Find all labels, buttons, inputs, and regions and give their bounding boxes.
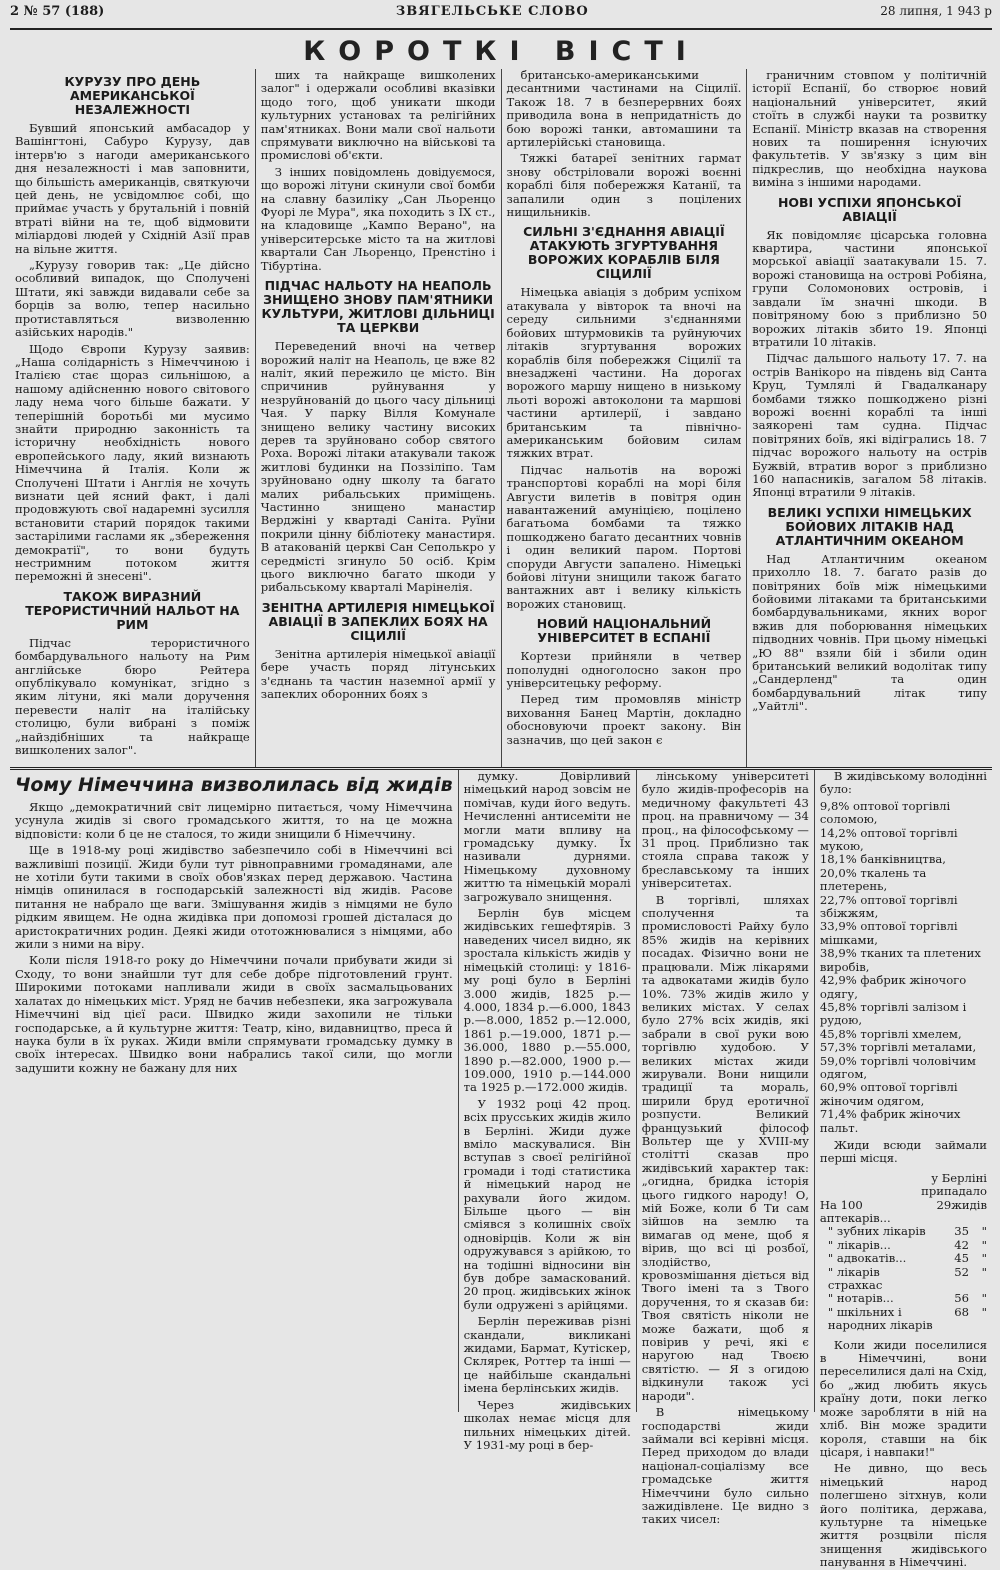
paragraph: Тяжкі батареї зенітних гармат знову обстріловали ворожі воєнні кораблі біля побережжя Катанії, та запалили один з поцілених нищильників. bbox=[506, 151, 742, 220]
paragraph: Жиди всюди займали перші місця. bbox=[819, 1137, 988, 1166]
row-value: 42 bbox=[954, 1237, 970, 1252]
row-ditto: " bbox=[981, 1304, 988, 1319]
paragraph: Над Атлантичним океаном прихолло 18. 7. багато разів до повітряних боїв між німецькими бойовими літаками та британськими бомбардувальниками, якних ворог вжив для поборювання німецьких підводних човнів. При цьому німецькі „Ю 88" взяли бій і збили один британський великий водолітак типу „Сандерленд" та один бомбардувальний літак типу „Уайтлі". bbox=[752, 551, 987, 714]
row-label: " зубних лікарів bbox=[827, 1224, 926, 1239]
paragraph: Кортези прийняли в четвер пополудні одноголосно закон про університецьку реформу. bbox=[506, 649, 742, 691]
table-row bbox=[820, 1292, 987, 1305]
table-row bbox=[820, 1306, 987, 1333]
paragraph: В торгівлі, шляхах сполучення та промисловості Райху було 85% жидів на керівних посадах. Фізично вони не працювали. Між лікарями та адвокатами жидів було 10%. 73% жидів жило у великих містах. У селах було 27% всіх жидів, які забрали в свої руки вою торгівлю худобою. У великих містах жиди жирували. Вони нищили традиції та мораль, ширили бруд еротичної розпусти. Великий французький філософ Вольтер ще у XVIII-му столітті сказав про жидівський характер так: „огидна, бридка історія цього гидкого народу! О, мій Боже, коли б Ти сам зійшов на землю та вимагав од мене, щоб я вірив, що всі ці розбої, злодійство, кровозмішання діється від Твого імені та з Твого доручення, то я сказав би: Твоя святість ніколи не може бажати, щоб я повірив у речі, які є наругою над Твоєю святістю. — Я з огидою відкинули також усі народи". bbox=[641, 892, 809, 1403]
row-value: 45 bbox=[954, 1251, 970, 1266]
paragraph: Через жидівських школах немає місця для пильних німецьких дітей. У 1931-му році в бер- bbox=[463, 1397, 631, 1452]
paragraph: З інших повідомлень довідуємося, що ворожі літуни скинули свої бомби на славну базиліку „Сан Льоренцо Фуорі ле Мура", яка походить з IX ст., на кладовище „Кампо Верано", на університерське місто та на житлові квартали Сан Льоренцо, Пренстіно і Тібуртіна. bbox=[260, 164, 496, 273]
list-item: 45,8% торгівлі хмелем, bbox=[819, 1026, 962, 1041]
list-item: 22,7% оптової торгівлі збіжжям, bbox=[819, 892, 958, 921]
paragraph: Берлін був місцем жидівських гешефтярів. З наведених чисел видно, як зростала кількість жидів у німецькій столиці: у 1816-му році було в Берліні 3.000 жидів, 1825 р.—4.000, 1834 р.—6.000, 1843 р.—8.000, 1852 р.—12.000, 1861 р.—19.000, 1871 р.—36.000, 1880 р.—55.000, 1890 р.—82.000, 1900 р.—109.000, 1910 р.—144.000 та 1925 р.—172.000 жидів. bbox=[463, 906, 631, 1095]
ownership-list bbox=[820, 800, 987, 1135]
news-column-4 bbox=[746, 69, 992, 767]
paragraph: Підчас терористичного бомбардувального нальоту на Рим англійське бюро Рейтера опублікувало комунікат, згідно з яким літуни, які мали доручення перевести наліт на італійську столицю, були вибрані з поміж „найздібніших та найкраще вишколених залог". bbox=[15, 635, 250, 758]
table-row bbox=[820, 1239, 987, 1252]
feature-article bbox=[10, 769, 992, 1570]
paragraph: лінському університеті було жидів-професорів на медичному факультеті 43 проц. на правничому — 34 проц., на філософському — 31 проц. Приблизно так стояла справа також у бреславському та інших університетах. bbox=[641, 769, 809, 891]
issue-number: 2 № 57 (188) bbox=[10, 4, 105, 19]
list-item: 71,4% фабрик жіночих пальт. bbox=[819, 1107, 961, 1135]
berlin-intro: у Берліні bbox=[931, 1170, 988, 1185]
row-value: 68 bbox=[954, 1304, 970, 1319]
berlin-table-header bbox=[820, 1172, 987, 1226]
paragraph: Зенітна артилерія німецької авіації бере участь поряд літунських з'єднань та частин наземної армії у запеклих оборонних боях з bbox=[260, 646, 496, 702]
headline: СИЛЬНІ З'ЄДНАННЯ АВІАЦІЇ АТАКУЮТЬ ЗГУРТУВАННЯ ВОРОЖИХ КОРАБЛІВ БІЛЯ СІЦИЛІЇ bbox=[523, 224, 725, 282]
paragraph: британсько-американськими десантними частинами на Сіцилії. Також 18. 7 в безперервних боях приводила вона в непридатність до бою ворожі танки, автомашини та артилерійські становища. bbox=[506, 68, 742, 150]
paragraph: У 1932 році 42 проц. всіх прусських жидів жило в Берліні. Жиди дуже вміло маскувалися. Він вступав з своєї релігійної громади і тоді статистика й німецький народ не рахували його жидом. Більше цього — він сміявся з колишніх своїх одновірців. Коли ж він одружувався з арійкою, то на тодішні відносини він був добре замаскований. 20 проц. жидівських жінок були одружені з арійцями. bbox=[463, 1096, 631, 1312]
berlin-first-row bbox=[820, 1199, 987, 1226]
paragraph: Як повідомляє цісарська головна квартира, частини японської морської авіації заатакували 15. 7. ворожі становища на острові Робіяна, групи Соломонових островів, і завдали їм значні шкоди. В повітряному бою з приблизно 50 ворожих літаків збито 19. Японці втратили 10 літаків. bbox=[752, 227, 987, 349]
issue-date: 28 липня, 1 943 р bbox=[880, 4, 992, 18]
masthead bbox=[10, 4, 992, 30]
row-ditto: " bbox=[981, 1264, 988, 1279]
row-ditto: " bbox=[981, 1224, 988, 1239]
row-label: На 100 аптекарів... bbox=[819, 1197, 891, 1225]
list-item: 9,8% оптової торгівлі соломою, bbox=[819, 798, 951, 827]
table-row bbox=[820, 1252, 987, 1265]
paragraph: Коли жиди поселилися в Німеччині, вони переселилися далі на Схід, бо „жид любить якусь країну доти, поки легко може заробляти в ній на хліб. Він може зрадити короля, ставши на бік цісаря, і навпаки!" bbox=[819, 1337, 988, 1459]
paragraph: В жидівському володінні було: bbox=[819, 769, 988, 797]
list-item: 59,0% торгівлі чоловічим одягом, bbox=[819, 1053, 976, 1081]
article-column-4 bbox=[814, 769, 992, 1570]
news-column-2 bbox=[255, 69, 501, 767]
article-column-1 bbox=[10, 770, 458, 1412]
paragraph: Берлін переживав різні скандали, викликані жидами, Бармат, Кутіскер, Склярек, Роттер та інші — це найбільше скандальні імена берлінських жидів. bbox=[463, 1314, 631, 1396]
row-label: " нотарів... bbox=[827, 1291, 894, 1306]
table-row bbox=[820, 1266, 987, 1293]
section-title: КОРОТКІ ВІСТІ bbox=[303, 36, 699, 67]
table-row bbox=[820, 1225, 987, 1238]
berlin-table bbox=[820, 1225, 987, 1332]
paragraph: Підчас дальшого нальоту 17. 7. на острів Ванікоро на південь від Санта Круц, Тумлялі й Гвадалканару бомбами тяжко пошкоджено різні ворожі воєнні кораблі та інші заякорені там судна. Підчас повітряних боїв, які відігрались 18. 7 підчас ворожого нальоту на острів Бужвій, втратив ворог з приблизно 160 напасників, загалом 58 літаків. Японці втратили 9 літаків. bbox=[752, 351, 987, 500]
headline: КУРУЗУ ПРО ДЕНЬ АМЕРИКАНСЬКОЇ НЕЗАЛЕЖНОСТІ bbox=[64, 74, 201, 117]
article-column-3 bbox=[636, 769, 814, 1527]
article-column-2 bbox=[458, 769, 636, 1452]
paragraph: Бувший японський амбасадор у Вашінгтоні, Сабуро Курузу, дав інтерв'ю з нагоди американського дня незалежності і мав заповнити, що більшість американців, святкуючи цей день, не усвідомлює собі, що приймає участь у брутальній і повній втраті війни на те, щоб відмовити міліардові людей у Східній Азії прав на вільне життя. bbox=[15, 121, 250, 256]
list-item: 14,2% оптової торгівлі мукою, bbox=[819, 825, 958, 854]
list-item: 18,1% банківництва, bbox=[819, 852, 946, 867]
paragraph: Якщо „демократичний світ лицемірно питається, чому Німеччина усунула жидів зі свого громадського життя, то на це можна відповісти: коли б це не сталося, то жиди знищили б Німеччину. bbox=[15, 800, 453, 841]
news-column-1 bbox=[10, 69, 255, 767]
paragraph: В німецькому господарстві жиди займали всі керівні місця. Перед приходом до влади націонал-соціалізму все громадське життя Німеччини було сильно зажидівлене. Це видно з таких чисел: bbox=[641, 1405, 809, 1527]
newspaper-title: ЗВЯГЕЛЬСЬКЕ СЛОВО bbox=[395, 4, 589, 19]
row-unit: жидів bbox=[951, 1197, 988, 1212]
paragraph: Підчас нальотів на ворожі транспортові кораблі на морі біля Августи вилетів в повітря один навантажений амуніцією, поцілено багатьома бомбами та тяжко пошкоджено багато десантних човнів і один великий паром. Портові споруди Августи запалено. Німецькі бойові літуни знищили також багато вантажних авт і велику кількість ворожих становищ. bbox=[506, 462, 742, 611]
list-item: 33,9% оптової торгівлі мішками, bbox=[819, 919, 958, 947]
headline: НОВІ УСПІХИ ЯПОНСЬКОЇ АВІАЦІЇ bbox=[777, 194, 962, 224]
list-item: 57,3% торгівлі металами, bbox=[819, 1040, 977, 1055]
list-item: 20,0% ткалень та плетерень, bbox=[819, 865, 927, 894]
news-column-3 bbox=[501, 69, 747, 767]
headline: ТАКОЖ ВИРАЗНИЙ ТЕРОРИСТИЧНИЙ НАЛЬОТ НА РИМ bbox=[25, 588, 240, 632]
headline: ВЕЛИКІ УСПІХИ НІМЕЦЬКИХ БОЙОВИХ ЛІТАКІВ НАД АТЛАНТИЧНИМ ОКЕАНОМ bbox=[767, 504, 972, 548]
list-item: 60,9% оптової торгівлі жіночим одягом, bbox=[819, 1080, 958, 1108]
paragraph: Ще в 1918-му році жидівство забезпечило собі в Німеччині всі важливіші позиції. Жиди були тут рівноправними громадянами, але не хотіли бути такими в своїх обов'язках перед державою. Частина німців опинилася в господарській залежності від жидів. Расове питання не набрало ще ваги. Змішування жидів з німцями не було рідким явищем. Не одна жидівка при допомозі грошей дісталася до аристократичних родин. Деякі жиди ототожнювалися з німцями, або жили з ними на віру. bbox=[15, 843, 453, 952]
paragraph: думку. Довірливий німецький народ зовсім не помічав, куди його ведуть. Нечисленні антисеміти не могли мати впливу на громадську думку. Їх називали дурнями. Німецькому духовному життю та німецькій моралі загрожувало знищення. bbox=[463, 769, 631, 904]
headline: ПІДЧАС НАЛЬОТУ НА НЕАПОЛЬ ЗНИЩЕНО ЗНОВУ ПАМ'ЯТНИКИ КУЛЬТУРИ, ЖИТЛОВІ ДІЛЬНИЦІ ТА ЦЕРКВИ bbox=[261, 278, 495, 336]
row-value: 56 bbox=[954, 1291, 970, 1306]
row-label: " лікарів... bbox=[827, 1237, 891, 1252]
article-headline: Чому Німеччина визволилась від жидів bbox=[15, 774, 453, 796]
paragraph: ших та найкраще вишколених залог" і одержали особливі вказівки щодо того, щоб уникати шкоди культурних установах та релігійних пам'ятниках. Вони мали свої нальоти спрямувати виключно на військові та промислові об'єкти. bbox=[260, 68, 496, 163]
row-value: 29 bbox=[936, 1197, 952, 1212]
paragraph: Не дивно, що весь німецький народ полегшено зітхнув, коли його політика, держава, культурне та німецьке життя розцвіли після знищення жидівського панування в Німеччині. bbox=[819, 1461, 988, 1570]
row-value: 52 bbox=[954, 1264, 970, 1279]
row-label: " лікарів страхкас bbox=[827, 1264, 883, 1293]
row-label: " шкільних і народних лікарів bbox=[827, 1304, 933, 1333]
paragraph: Перед тим промовляв міністр виховання Банец Мартін, докладно обосновуючи проект закону. Він зазначив, що цей закон є bbox=[506, 692, 742, 747]
berlin-intro: припадало bbox=[921, 1184, 988, 1199]
paragraph: Німецька авіація з добрим успіхом атакувала у вівторок та вночі на середу сильними з'єднаннями бойових штурмовиків та руйнуючих літаків згуртування ворожих кораблів біля побережжя Сіцилії та внезаджені частини. На дорогах ворожого маршу нищено в низькому льоті ворожі автоколони та маршові частини артилерії, і завдано британським та північно-американським бойовим силам тяжких втрат. bbox=[506, 285, 742, 461]
row-label: " адвокатів... bbox=[827, 1251, 907, 1266]
headline: НОВИЙ НАЦІОНАЛЬНИЙ УНІВЕРСИТЕТ В ЕСПАНІЇ bbox=[536, 616, 712, 646]
list-item: 45,8% торгівлі залізом і рудою, bbox=[819, 999, 967, 1028]
paragraph: Щодо Європи Курузу заявив: „Наша солідарність з Німеччиною і Італією стає щораз сильнішою, а нашому адійсненню нового світового ладу нема чого більше бажати. У теперішній боротьбі ми мусимо знайти природню законність та історичну необхідність нового европейського ладу, який визнають Німеччина й Італія. Коли ж Сполучені Штати і Англія не хочуть визнати цей ясний факт, і далі продовжують свої надаремні зусилля встановити старий порядок такими застарілими гаслами як „збереження демократії", то вони будуть нестримним потоком життя переможні й знесені". bbox=[15, 341, 250, 584]
row-ditto: " bbox=[981, 1237, 988, 1252]
list-item: 42,9% фабрик жіночого одягу, bbox=[819, 973, 967, 1001]
paragraph: Коли після 1918-го року до Німеччини почали прибувати жиди зі Сходу, то вони знайшли тут для себе добре підготовлений грунт. Широкими потоками напливали жиди в своїх засмальцьованих халатах до німецьких міст. Уряд не бачив небезпеки, яка загрожувала Німеччині від цієї раси. Швидко жиди захопили не тільки господарське, а й культурне життя: Театр, кіно, видавництво, преса й наука були в їх руках. Жиди вміли спрямувати громадську думку в своїх інтересах. Швидко вони набрались такої сили, що могли задушити кожну не бажану для них bbox=[15, 953, 453, 1075]
paragraph: Переведений вночі на четвер ворожий наліт на Неаполь, це вже 82 наліт, який пережило це місто. Він спричинив руйнування у незруйнованій до цього часу дільниці Чая. У парку Вілля Комунале знищено велику частину високих дерев та зруйновано собор святого Роха. Ворожі літаки атакували також житлові будинки на Поззіліпо. Там зруйновано одну школу та багато малих рибальських приміщень. Частинно знищено манастир Верджіні у квартаді Саніта. Руїни покрили цінну бібліотеку манастиря. В атакованій церкві Сан Сеполькро у середмісті згинуло 50 осіб. Крім цього виключно багато шкоди у рибальському кварталі Марінелія. bbox=[260, 339, 496, 595]
list-item: 38,9% тканих та плетених виробів, bbox=[819, 946, 981, 974]
row-ditto: " bbox=[981, 1291, 988, 1306]
paragraph: „Курузу говорив так: „Це дійсно особливий випадок, що Сполучені Штати, які завжди видавали себе за борців за волю, тепер насильно протиставляться визволенню азійських народів." bbox=[15, 258, 250, 340]
row-value: 35 bbox=[954, 1224, 970, 1239]
paragraph: граничним стовпом у політичній історії Еспанії, бо створює новий національний університет, який стоїть в службі науки та розвитку Еспанії. Міністр вказав на створення нових та поширення існуючих факультетів. У зв'язку з цим він підкреслив, що необхідна наукова виміна з іншими народами. bbox=[752, 68, 987, 190]
news-columns bbox=[10, 69, 992, 770]
headline: ЗЕНІТНА АРТИЛЕРІЯ НІМЕЦЬКОЇ АВІАЦІЇ В ЗАПЕКЛИХ БОЯХ НА СІЦИЛІЇ bbox=[261, 599, 495, 643]
row-ditto: " bbox=[981, 1251, 988, 1266]
